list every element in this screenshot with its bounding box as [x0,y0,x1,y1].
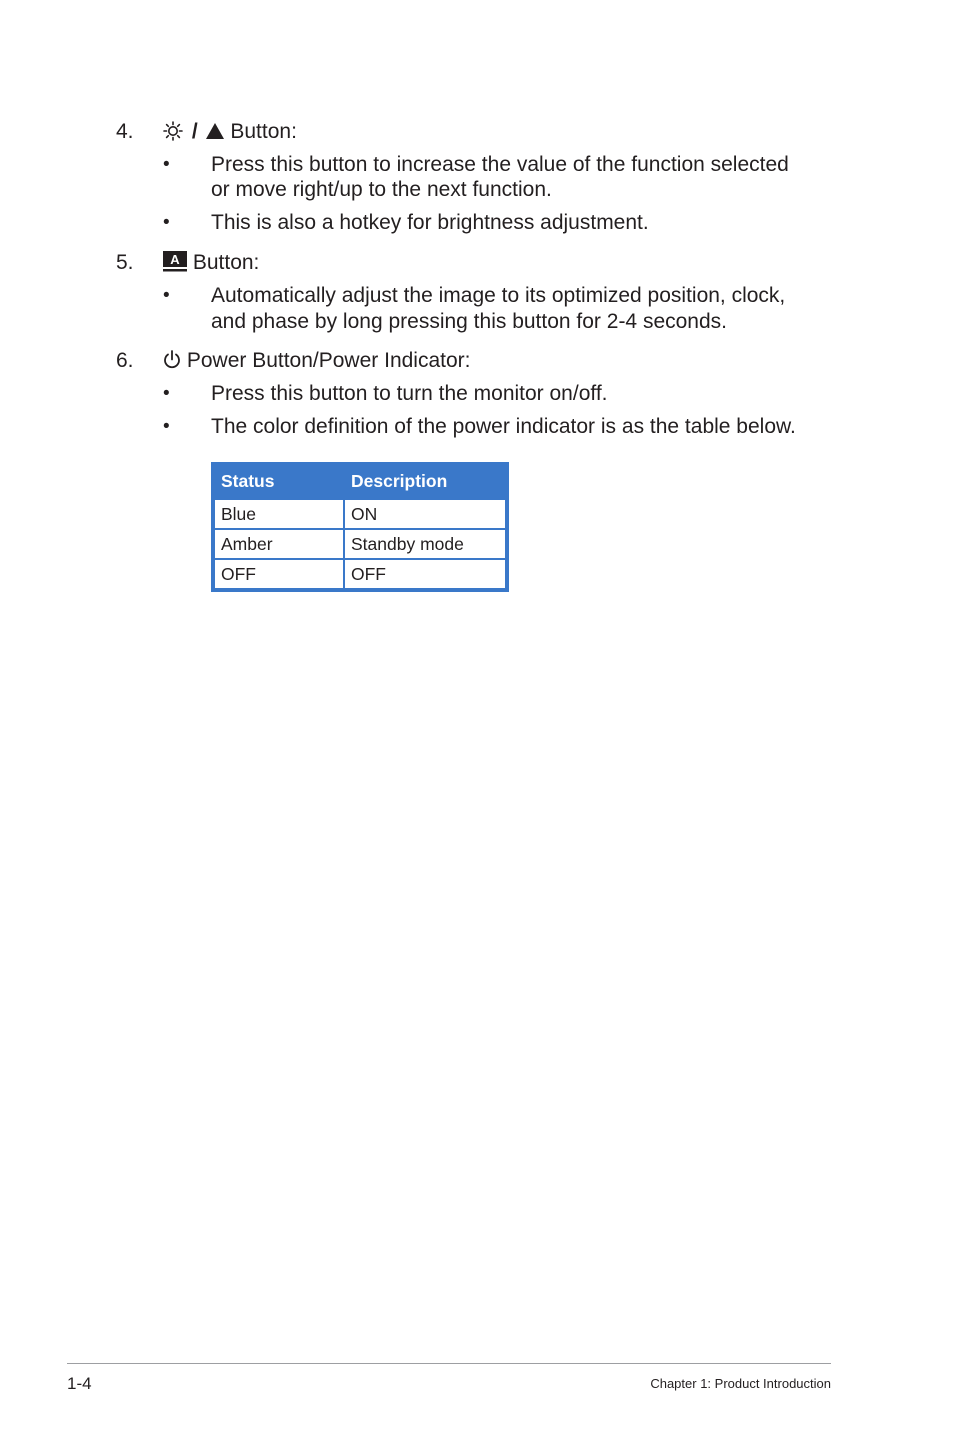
table-row [215,498,505,528]
table-cell-status: Blue [215,498,345,528]
item-5-bullet-1-line-1: Automatically adjust the image to its optimized position, clock, [211,284,786,307]
item-5-label: Button: [192,251,260,274]
item-4-bullet-1-line-2: or move right/up to the next function. [211,178,552,201]
item-6-heading [163,348,471,374]
table-header-status: Status [215,466,345,498]
table-row [215,558,505,588]
table-cell-description: Standby mode [345,528,505,558]
bullet-marker: • [163,212,170,233]
power-icon [163,348,181,374]
table-cell-description: OFF [345,558,505,588]
table-cell-description: ON [345,498,505,528]
auto-adjust-icon-letter: A [170,252,180,268]
auto-adjust-icon [163,250,187,276]
table-header-description: Description [345,466,505,498]
item-4-number: 4. [116,120,134,143]
icon-separator: / [191,120,198,143]
table-header-row [215,466,505,498]
item-6-bullet-2-line-1: The color definition of the power indicator is as the table below. [211,415,796,438]
up-triangle-icon [205,119,225,145]
footer-divider [67,1363,831,1364]
brightness-icon [163,119,183,145]
item-5-number: 5. [116,251,134,274]
table-cell-status: Amber [215,528,345,558]
item-6-number: 6. [116,349,134,372]
page-number: 1-4 [67,1374,92,1393]
table-row [215,528,505,558]
item-4-heading [163,119,297,145]
item-4-bullet-1-line-1: Press this button to increase the value of the function selected [211,153,789,176]
item-6-label: Power Button/Power Indicator: [186,349,471,372]
item-5-heading [163,250,259,276]
item-4-label: Button: [230,120,297,143]
bullet-marker: • [163,416,170,437]
bullet-marker: • [163,285,170,306]
item-6-bullet-1-line-1: Press this button to turn the monitor on/off. [211,382,608,405]
bullet-marker: • [163,154,170,175]
item-4-bullet-2-line-1: This is also a hotkey for brightness adjustment. [211,211,649,234]
item-5-bullet-1-line-2: and phase by long pressing this button for 2-4 seconds. [211,310,727,333]
bullet-marker: • [163,383,170,404]
chapter-title: Chapter 1: Product Introduction [650,1376,831,1391]
power-indicator-table [211,462,509,592]
table-cell-status: OFF [215,558,345,588]
